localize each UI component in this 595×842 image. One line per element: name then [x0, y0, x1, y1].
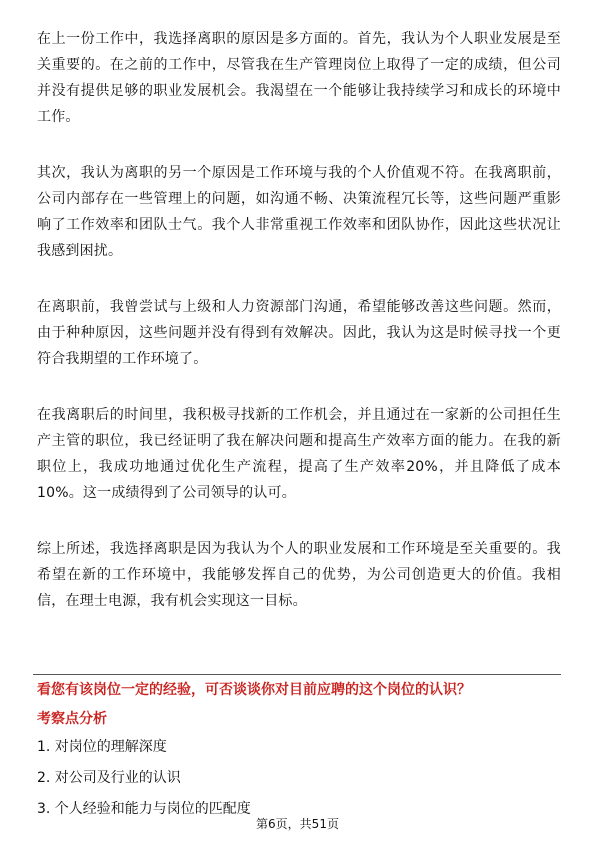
- analysis-heading: 考察点分析: [37, 711, 107, 727]
- list-item: 3. 个人经验和能力与岗位的匹配度: [37, 801, 251, 817]
- answer-paragraph-5: 综上所述，我选择离职是因为我认为个人的职业发展和工作环境是至关重要的。我希望在新的工作环境中，我能够发挥自己的优势，为公司创造更大的价值。我相信，在理士电源，我有机会实现这一目标。: [37, 541, 561, 609]
- interview-question: 看您有该岗位一定的经验，可否谈谈你对目前应聘的这个岗位的认识？: [37, 682, 471, 698]
- answer-paragraph-4: 在我离职后的时间里，我积极寻找新的工作机会，并且通过在一家新的公司担任生产主管的职位，我已经证明了我在解决问题和提高生产效率方面的能力。在我的新职位上，我成功地通过优化生产流程，提高了生产效率20%，并且降低了成本10%。这一成绩得到了公司领导的认可。: [37, 407, 561, 501]
- section-divider: [33, 674, 561, 675]
- list-item: 2. 对公司及行业的认识: [37, 770, 181, 786]
- page-number: 第6页，共51页: [256, 817, 339, 831]
- answer-paragraph-2: 其次，我认为离职的另一个原因是工作环境与我的个人价值观不符。在我离职前，公司内部存在一些管理上的问题，如沟通不畅、决策流程冗长等，这些问题严重影响了工作效率和团队士气。我个人非常重视工作效率和团队协作，因此这些状况让我感到困扰。: [37, 165, 561, 259]
- answer-paragraph-1: 在上一份工作中，我选择离职的原因是多方面的。首先，我认为个人职业发展是至关重要的。在之前的工作中，尽管我在生产管理岗位上取得了一定的成绩，但公司并没有提供足够的职业发展机会。我渴望在一个能够让我持续学习和成长的环境中工作。: [37, 31, 561, 125]
- answer-paragraph-3: 在离职前，我曾尝试与上级和人力资源部门沟通，希望能够改善这些问题。然而，由于种种原因，这些问题并没有得到有效解决。因此，我认为这是时候寻找一个更符合我期望的工作环境了。: [37, 299, 561, 367]
- list-item: 1. 对岗位的理解深度: [37, 739, 167, 755]
- answer-body: [37, 26, 561, 644]
